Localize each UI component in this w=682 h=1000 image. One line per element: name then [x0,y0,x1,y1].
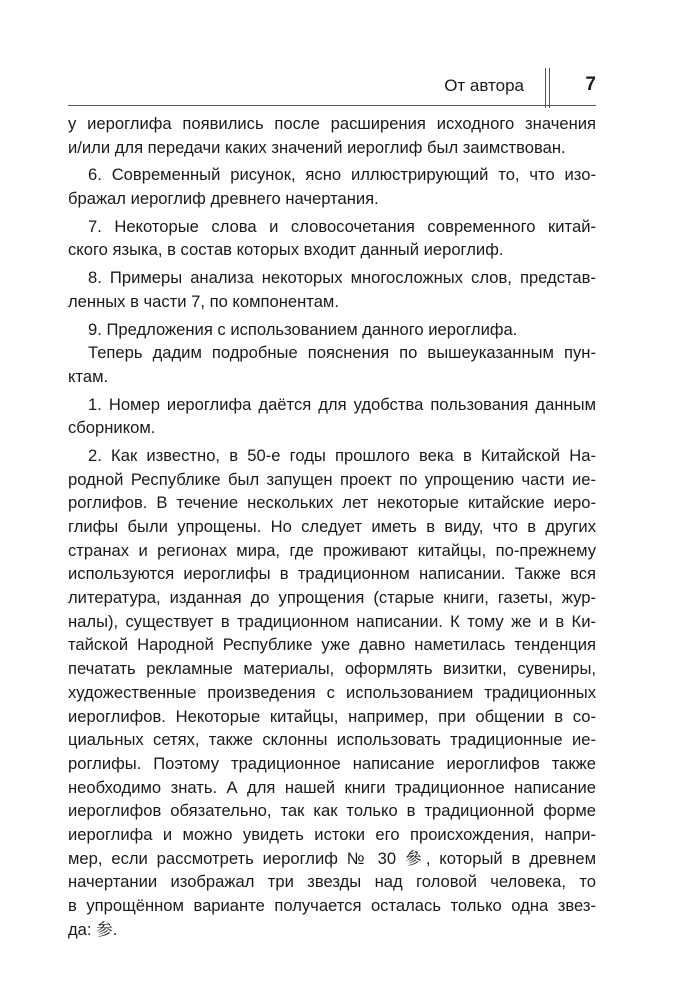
text-line: необходимо знать. А для нашей книги традиционное написание [68,777,596,797]
text-line: 8. Примеры анализа некоторых многосложных слов, представ- [88,268,596,288]
text-line: печатать рекламные материалы, оформлять визитки, сувениры, [68,659,596,679]
text-line: 1. Номер иероглифа даётся для удобства пользования данным [88,394,596,414]
text-line: и/или для передачи каких значений иероглиф был заимствован. [68,137,566,157]
text-line: роглифы. Поэтому традиционное написание иероглифов также [68,753,596,773]
text-line: начертании изображал три звезды над головой человека, то [68,872,596,892]
text-line: глифы были упрощены. Но следует иметь в виду, что в других [68,517,596,536]
text-line: у иероглифа появились после расширения исходного значения [68,114,596,133]
text-line: 6. Современный рисунок, ясно иллюстрирующий то, что изо- [88,165,596,185]
header-divider [545,68,546,108]
text-line: ктам. [68,366,109,386]
body-text [68,112,596,941]
text-line: в упрощённом варианте получается осталась только одна звез- [68,896,596,915]
section-title: От автора [444,76,524,95]
text-line: родной Республике был запущен проект по упрощению части ие- [68,469,596,489]
running-header [68,58,596,106]
text-line: иероглифов обязательно, так как только в традиционной форме [68,801,596,821]
text-line: 9. Предложения с использованием данного иероглифа. [88,319,518,339]
text-line: тайской Народной Республике уже давно наметилась тенденция [68,635,596,655]
text-line: ленных в части 7, по компонентам. [68,291,339,311]
header-divider [549,68,550,108]
header-rule [68,105,596,106]
text-line: роглифов. В течение нескольких лет некоторые китайские иеро- [68,493,596,513]
text-line: иероглифов. Некоторые китайцы, например, при общении в со- [68,706,596,726]
text-line: сборником. [68,418,156,438]
text-line: используются иероглифы в традиционном написании. Также вся [68,564,596,584]
text-line: мер, если рассмотреть иероглиф № 30 參, который в древнем [68,848,596,868]
text-line: да: 参. [68,919,118,939]
text-line: Теперь дадим подробные пояснения по вышеуказанным пун- [88,343,596,363]
text-line: бражал иероглиф древнего начертания. [68,189,379,209]
text-line: циальных сетях, также склонны использовать традиционные ие- [68,730,596,750]
text-line: литература, изданная до упрощения (старые книги, газеты, жур- [68,588,596,608]
text-line: 7. Некоторые слова и словосочетания современного китай- [88,216,596,236]
text-line: художественные произведения с использованием традиционных [68,682,596,702]
text-line: ского языка, в состав которых входит данный иероглиф. [68,240,504,260]
text-line: иероглифа и можно увидеть истоки его происхождения, напри- [68,824,596,844]
page-number: 7 [585,74,596,95]
text-line: налы), существует в традиционном написании. К тому же и в Ки- [68,611,596,631]
text-line: странах и регионах мира, где проживают китайцы, по-прежнему [68,540,596,560]
text-line: 2. Как известно, в 50-е годы прошлого века в Китайской На- [88,445,596,465]
